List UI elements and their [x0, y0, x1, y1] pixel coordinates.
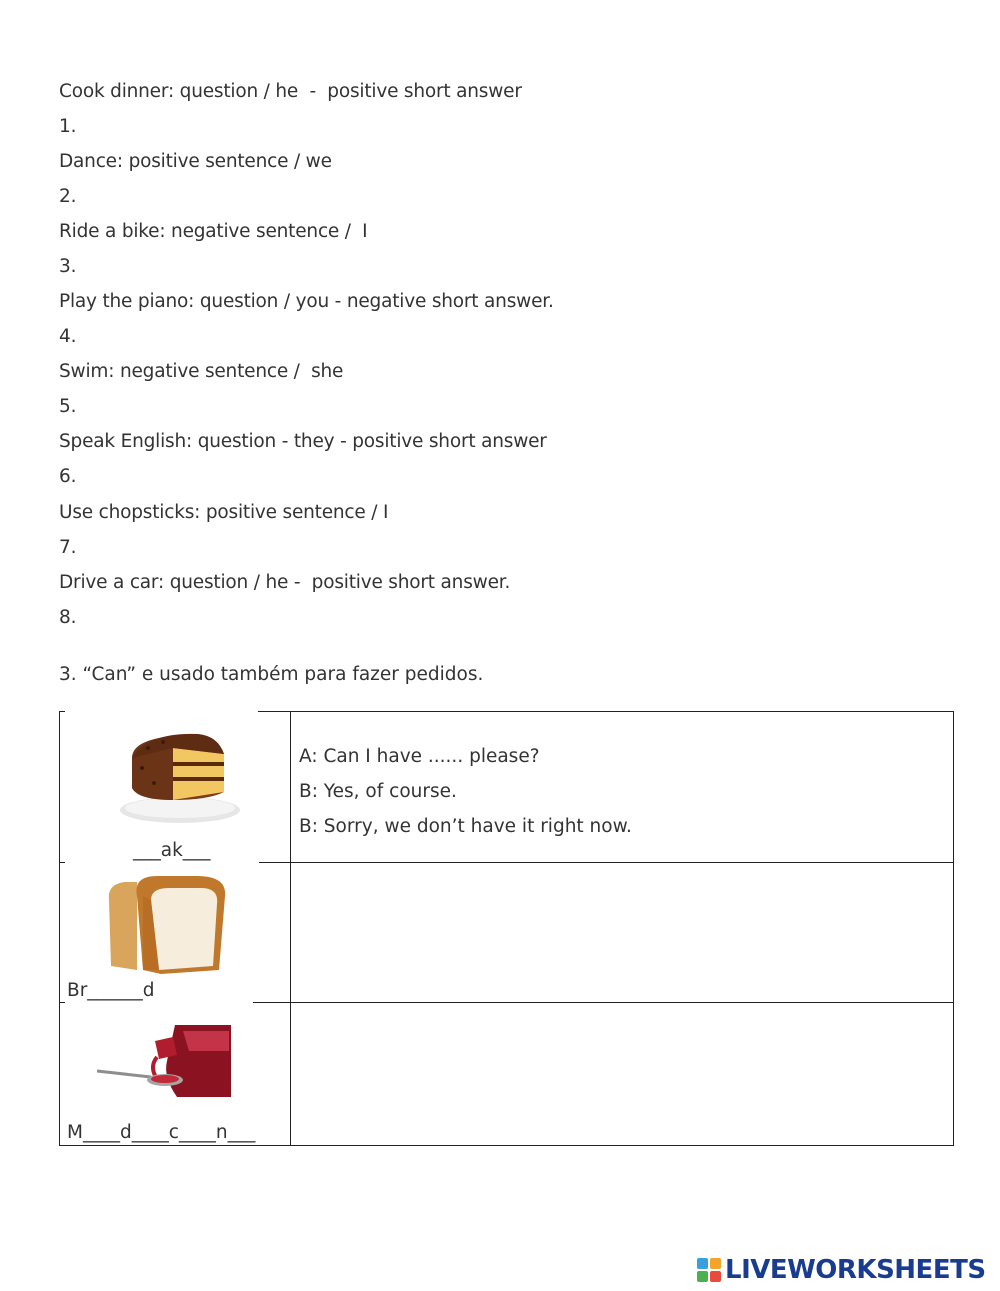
table-border — [59, 862, 65, 863]
dialogue-yes: B: Yes, of course. — [299, 781, 457, 802]
table-border — [253, 1002, 954, 1003]
table-border — [258, 711, 954, 712]
table-border — [259, 862, 954, 863]
answer-number-4: 4. — [59, 326, 77, 347]
answer-number-6: 6. — [59, 466, 77, 487]
prompt-dance: Dance: positive sentence / we — [59, 151, 332, 172]
answer-number-3: 3. — [59, 256, 77, 277]
logo-mark-icon — [697, 1258, 721, 1282]
table-border — [59, 1002, 65, 1003]
answer-number-2: 2. — [59, 186, 77, 207]
liveworksheets-logo — [697, 1253, 986, 1287]
dialogue-request: A: Can I have ...... please? — [299, 746, 540, 767]
prompt-play-piano: Play the piano: question / you - negative short answer. — [59, 291, 554, 312]
medicine-word-blank: M____d____c____n___ — [67, 1122, 256, 1143]
logo-text: LIVEWORKSHEETS — [725, 1255, 986, 1285]
medicine-icon — [97, 1021, 233, 1097]
section-title: 3. “Can” e usado também para fazer pedidos. — [59, 664, 484, 685]
table-border — [953, 711, 954, 1146]
answer-number-1: 1. — [59, 116, 77, 137]
prompt-speak-english: Speak English: question - they - positive short answer — [59, 431, 547, 452]
table-border — [290, 711, 291, 1146]
table-border — [59, 1145, 954, 1146]
answer-number-7: 7. — [59, 537, 77, 558]
answer-number-5: 5. — [59, 396, 77, 417]
dialogue-sorry: B: Sorry, we don’t have it right now. — [299, 816, 632, 837]
bread-icon — [97, 866, 229, 978]
prompt-ride-bike: Ride a bike: negative sentence / I — [59, 221, 368, 242]
bread-word-blank: Br______d — [67, 980, 155, 1001]
cake-word-blank: ___ak___ — [133, 840, 211, 861]
prompt-drive-car: Drive a car: question / he - positive short answer. — [59, 572, 511, 593]
table-border — [59, 711, 60, 1146]
answer-number-8: 8. — [59, 607, 77, 628]
cake-icon — [118, 728, 240, 826]
prompt-use-chopsticks: Use chopsticks: positive sentence / I — [59, 502, 389, 523]
prompt-swim: Swim: negative sentence / she — [59, 361, 344, 382]
prompt-cook-dinner: Cook dinner: question / he - positive short answer — [59, 81, 522, 102]
